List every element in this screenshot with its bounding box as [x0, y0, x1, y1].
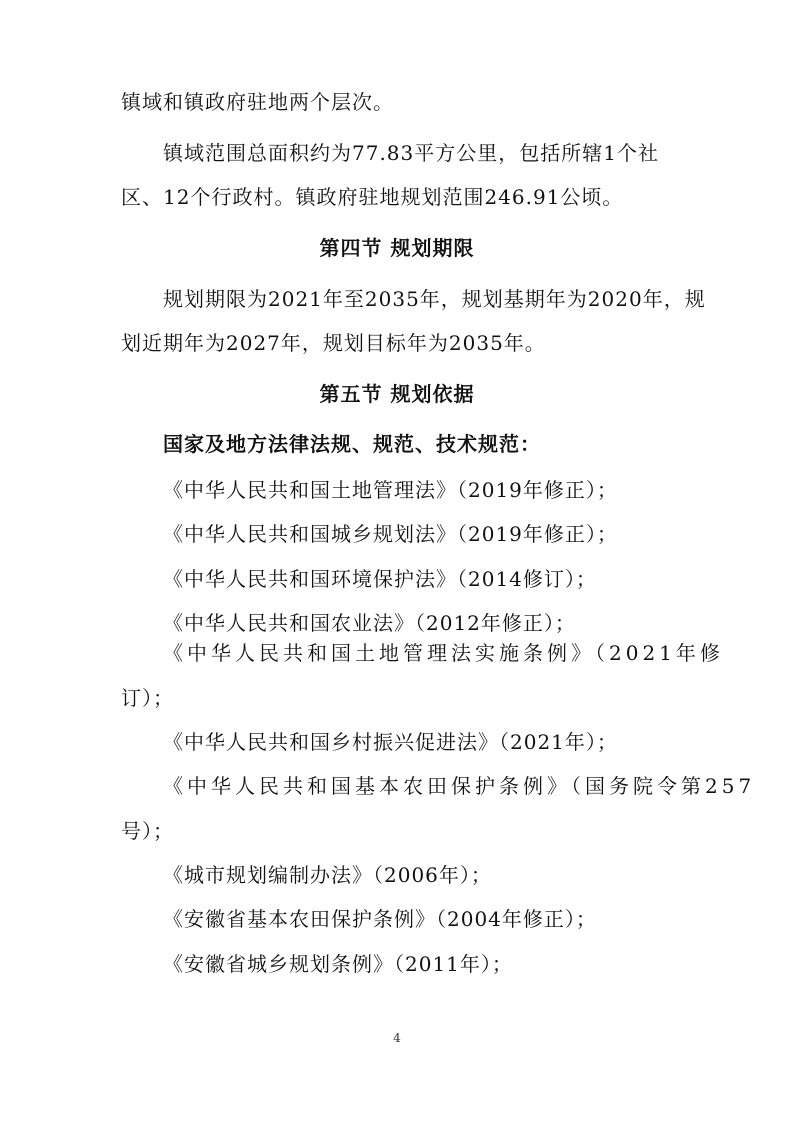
law-item-land-regulation-line-2: 订）； — [121, 686, 174, 710]
paragraph-scope-line-2: 镇域和镇政府驻地两个层次。 — [121, 90, 394, 114]
law-item-rural-revitalization: 《中华人民共和国乡村振兴促进法》（2021年）； — [163, 730, 618, 754]
law-item-city-planning-method: 《城市规划编制办法》（2006年）； — [163, 863, 492, 887]
law-item-environment: 《中华人民共和国环境保护法》（2014修订）； — [163, 567, 597, 591]
law-item-land-management: 《中华人民共和国土地管理法》（2019年修正）； — [163, 478, 618, 502]
section-heading-planning-basis: 第五节 规划依据 — [319, 382, 475, 406]
law-item-agriculture: 《中华人民共和国农业法》（2012年修正）； — [163, 611, 576, 635]
law-item-anhui-farmland: 《安徽省基本农田保护条例》（2004年修正）； — [163, 907, 597, 931]
law-item-land-regulation-line-1: 《中华人民共和国土地管理法实施条例》（2021年修 — [163, 641, 724, 665]
paragraph-period-line-2: 划近期年为2027年，规划目标年为2035年。 — [121, 331, 546, 355]
subheading-laws: 国家及地方法律法规、规范、技术规范： — [163, 432, 541, 456]
law-item-farmland-protection-line-2: 号）； — [121, 819, 174, 843]
paragraph-area-line-1: 镇域范围总面积约为77.83平方公里，包括所辖1个社 — [163, 141, 659, 165]
section-heading-planning-period: 第四节 规划期限 — [319, 236, 475, 260]
law-item-urban-rural-planning: 《中华人民共和国城乡规划法》（2019年修正）； — [163, 522, 618, 546]
law-item-farmland-protection-line-1: 《中华人民共和国基本农田保护条例》（国务院令第257 — [163, 774, 756, 798]
law-item-anhui-planning: 《安徽省城乡规划条例》（2011年）； — [163, 952, 513, 976]
paragraph-area-line-2: 区、12个行政村。镇政府驻地规划范围246.91公顷。 — [121, 185, 624, 209]
page-number: 4 — [393, 1031, 401, 1045]
paragraph-period-line-1: 规划期限为2021年至2035年，规划基期年为2020年，规 — [163, 287, 706, 311]
